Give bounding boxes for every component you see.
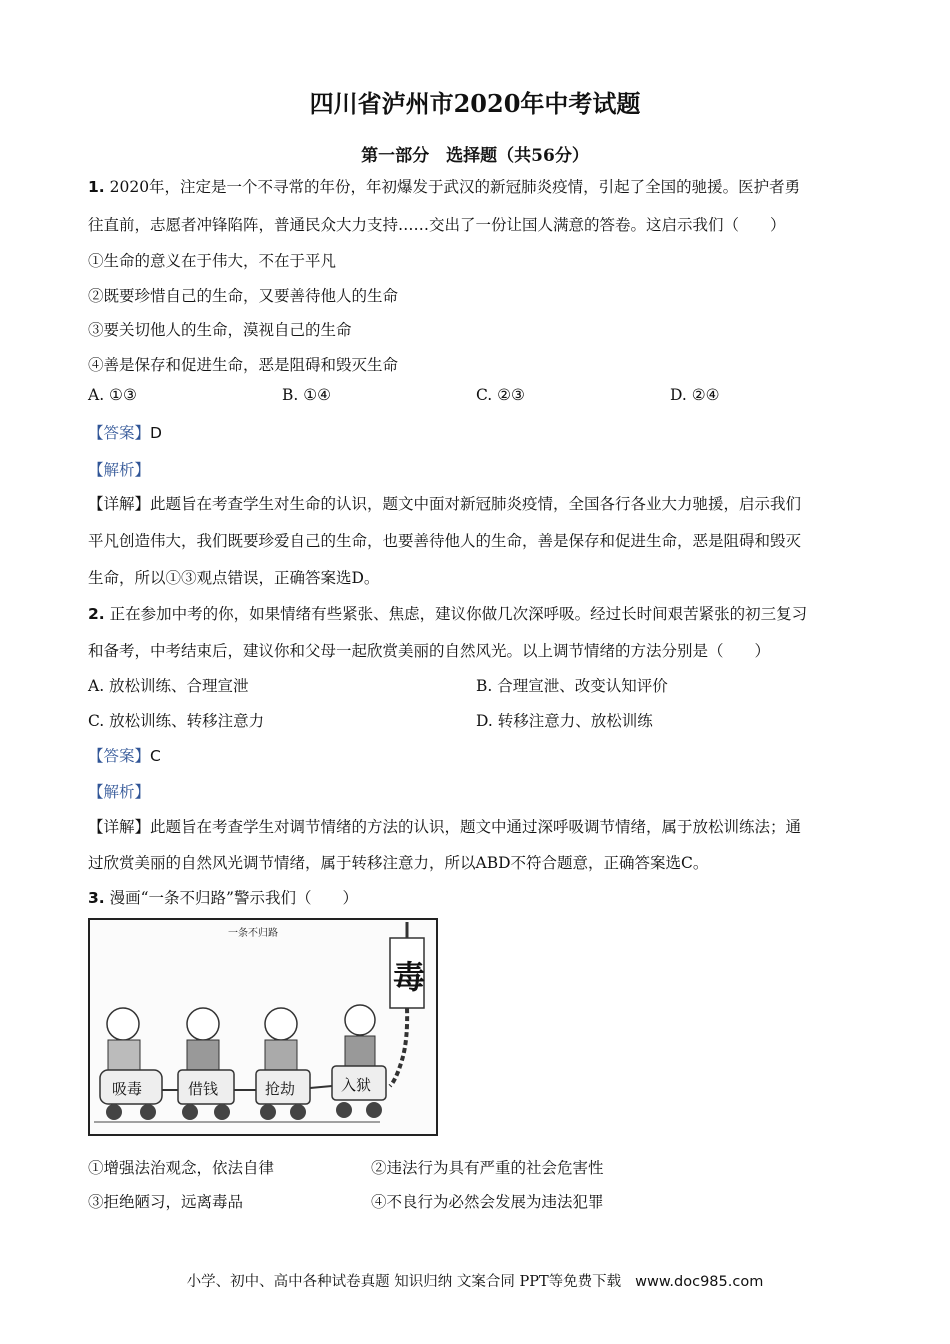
- q2-stem-text1: 正在参加中考的你，如果情绪有些紧张、焦虑，建议你做几次深呼吸。经过长时间艰苦紧张的初三复习: [104, 605, 808, 623]
- q1-answer: [88, 421, 863, 443]
- figure-head-3: [265, 1008, 297, 1040]
- q1-option-b: B. ①④: [282, 386, 332, 404]
- q1-detail-tag: 【详解】: [88, 495, 151, 513]
- q1-item-4: ④善是保存和促进生命，恶是阻碍和毁灭生命: [88, 356, 399, 374]
- q3-item-3: ③拒绝陋习，远离毒品: [88, 1193, 244, 1211]
- q2-detail-text1: 此题旨在考查学生对调节情绪的方法的认识，题文中通过深呼吸调节情绪，属于放松训练法；通: [150, 818, 802, 836]
- cartoon-drawing: [90, 920, 436, 1134]
- wheel: [336, 1102, 352, 1118]
- q2-answer-tag: 【答案】: [88, 747, 151, 765]
- page-footer: [0, 1270, 950, 1291]
- cartoon-caption: 一条不归路: [228, 928, 278, 939]
- q2-stem-line1: [88, 602, 863, 624]
- cartoon-image: [88, 918, 438, 1136]
- q1-stem-line1: [88, 175, 863, 197]
- footer-text: 小学、初中、高中各种试卷真题 知识归纳 文案合同 PPT等免费下载: [186, 1274, 622, 1290]
- cart-label-2: 借钱: [188, 1080, 219, 1098]
- q3-stem: [88, 886, 863, 908]
- q2-option-c: C. 放松训练、转移注意力: [88, 712, 265, 730]
- q1-detail-line2: 平凡创造伟大，我们既要珍爱自己的生命，也要善待他人的生命，善是保存和促进生命，恶是阻碍和毁灭: [88, 532, 802, 550]
- footer-url[interactable]: www.doc985.com: [635, 1274, 764, 1290]
- q1-item-2: ②既要珍惜自己的生命，又要善待他人的生命: [88, 287, 399, 305]
- page-title: 四川省泸州市2020年中考试题: [309, 89, 641, 118]
- wheel: [366, 1102, 382, 1118]
- cart-label-1: 吸毒: [112, 1080, 143, 1098]
- wheel: [214, 1104, 230, 1120]
- q1-detail-line1: [88, 492, 863, 514]
- q3-number: 3.: [88, 889, 105, 907]
- q1-answer-value: D: [150, 424, 162, 442]
- wheel: [140, 1104, 156, 1120]
- q2-stem-line2: 和备考，中考结束后，建议你和父母一起欣赏美丽的自然风光。以上调节情绪的方法分别是（ ）: [88, 642, 771, 660]
- wheel: [260, 1104, 276, 1120]
- q2-answer-value: C: [150, 747, 161, 765]
- q1-item-1: ①生命的意义在于伟大，不在于平凡: [88, 252, 337, 270]
- q2-option-b: B. 合理宣泄、改变认知评价: [476, 677, 668, 695]
- figure-head-2: [187, 1008, 219, 1040]
- q3-item-2: ②违法行为具有严重的社会危害性: [371, 1159, 604, 1177]
- q2-analysis-tag: 【解析】: [88, 783, 151, 801]
- section-heading: 第一部分 选择题（共56分）: [361, 146, 589, 166]
- figure-head-4: [345, 1005, 375, 1035]
- q2-detail-line2: 过欣赏美丽的自然风光调节情绪，属于转移注意力，所以ABD不符合题意，正确答案选C。: [88, 854, 709, 872]
- q1-item-3: ③要关切他人的生命，漠视自己的生命: [88, 321, 352, 339]
- figure-body-2: [187, 1040, 219, 1070]
- poison-sign-text: 毒: [393, 958, 426, 996]
- q1-detail-text1: 此题旨在考查学生对生命的认识，题文中面对新冠肺炎疫情，全国各行各业大力驰援，启示我们: [150, 495, 802, 513]
- q1-stem-text1: 2020年，注定是一个不寻常的年份，年初爆发于武汉的新冠肺炎疫情，引起了全国的驰援。医护者勇: [104, 178, 801, 196]
- figure-head-1: [107, 1008, 139, 1040]
- q2-detail-line1: [88, 815, 863, 837]
- q3-item-4: ④不良行为必然会发展为违法犯罪: [371, 1193, 604, 1211]
- cart-label-3: 抢劫: [265, 1080, 296, 1098]
- q1-stem-line2: 往直前，志愿者冲锋陷阵，普通民众大力支持……交出了一份让国人满意的答卷。这启示我们（ ）: [88, 216, 786, 234]
- q2-answer: [88, 744, 863, 766]
- q1-detail-line3: 生命，所以①③观点错误，正确答案选D。: [88, 569, 380, 587]
- q1-number: 1.: [88, 178, 105, 196]
- q2-option-d: D. 转移注意力、放松训练: [476, 712, 653, 730]
- figure-body-1: [108, 1040, 140, 1070]
- q3-stem-text: 漫画“一条不归路”警示我们（ ）: [104, 889, 358, 907]
- wheel: [182, 1104, 198, 1120]
- q3-item-1: ①增强法治观念，依法自律: [88, 1159, 275, 1177]
- q1-option-c: C. ②③: [476, 386, 525, 404]
- figure-body-4: [345, 1036, 375, 1066]
- chain: [390, 1008, 407, 1086]
- cart-label-4: 入狱: [341, 1076, 372, 1094]
- q1-analysis-tag: 【解析】: [88, 461, 151, 479]
- q2-detail-tag: 【详解】: [88, 818, 151, 836]
- q2-number: 2.: [88, 605, 105, 623]
- q1-answer-tag: 【答案】: [88, 424, 151, 442]
- coupling-3: [310, 1086, 332, 1088]
- q2-option-a: A. 放松训练、合理宣泄: [88, 677, 249, 695]
- figure-body-3: [265, 1040, 297, 1070]
- wheel: [290, 1104, 306, 1120]
- q1-option-d: D. ②④: [670, 386, 720, 404]
- wheel: [106, 1104, 122, 1120]
- q1-option-a: A. ①③: [88, 386, 137, 404]
